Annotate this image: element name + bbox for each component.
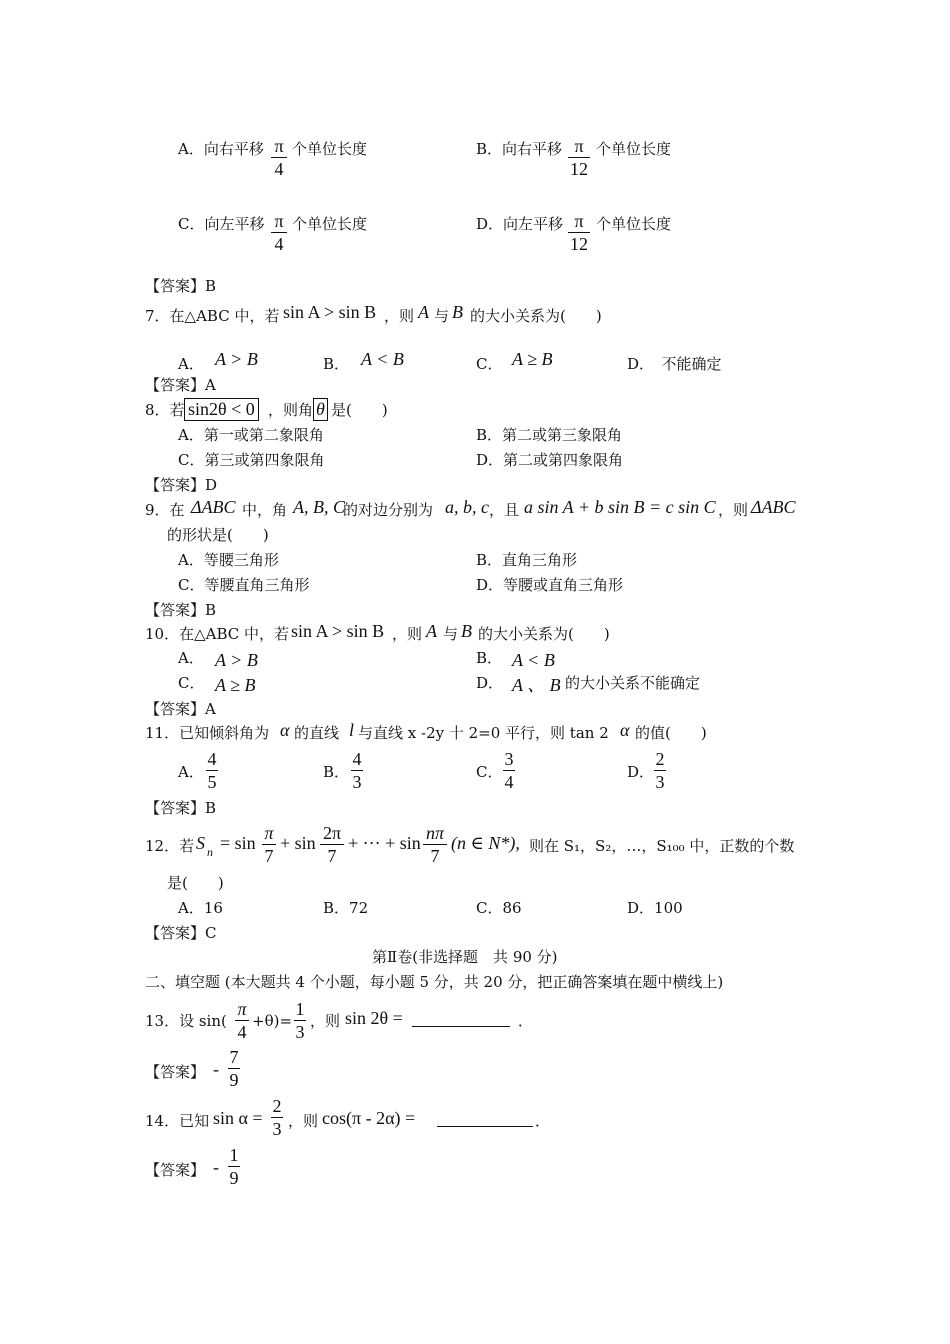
- q6-option-c-text: C．向左平移: [178, 215, 265, 233]
- q7-answer: 【答案】A: [145, 376, 216, 394]
- q9-answer: 【答案】B: [145, 601, 217, 619]
- q12-fraction-1: π 7: [259, 822, 279, 867]
- q7-option-b-math: A < B: [361, 349, 404, 369]
- q7-option-a: A．: [178, 355, 204, 373]
- q13-fraction-pi-over-4: π 4: [233, 998, 251, 1043]
- q11-option-d: D．: [627, 763, 655, 781]
- q11-option-a: A．: [178, 763, 204, 781]
- q10-answer: 【答案】A: [145, 700, 216, 718]
- q10-option-d-text: 的大小关系不能确定: [565, 674, 701, 692]
- q12-option-c: C．86: [476, 899, 522, 917]
- q8-boxed-condition: sin2θ < 0: [184, 398, 259, 421]
- q6-option-d-text: D．向左平移: [476, 215, 564, 233]
- q10-option-a-math: A > B: [215, 650, 258, 670]
- q13-answer-blank[interactable]: [412, 1012, 510, 1027]
- q8-boxed-theta: θ: [313, 398, 328, 421]
- q6-option-c-fraction: π 4: [268, 210, 290, 255]
- q6-option-b-text: B．向右平移: [476, 140, 563, 158]
- q10-option-d: D．: [476, 674, 504, 692]
- q6-option-d-fraction: π 12: [570, 211, 588, 254]
- q11-option-b-fraction: 4 3: [352, 749, 362, 792]
- q10-option-d-math: A 、 B: [512, 675, 561, 695]
- q14-fraction-2-over-3: 2 3: [272, 1096, 282, 1139]
- part2-title: 第Ⅱ卷(非选择题 共 90 分): [372, 948, 558, 966]
- q14-answer-fraction: 1 9: [229, 1145, 239, 1188]
- q13-answer-fraction: 7 9: [229, 1047, 239, 1090]
- q8-option-a: A．第一或第二象限角: [178, 426, 324, 444]
- q11-option-d-fraction: 2 3: [655, 749, 665, 792]
- q14-answer-blank[interactable]: [437, 1112, 533, 1127]
- q6-option-b-fraction: π 12: [570, 136, 588, 179]
- q9-option-a: A．等腰三角形: [178, 551, 279, 569]
- q8-option-d: D．第二或第四象限角: [476, 451, 624, 469]
- q8-option-b: B．第二或第三象限角: [476, 426, 623, 444]
- q9-option-c: C．等腰直角三角形: [178, 576, 310, 594]
- section-heading: 二、填空题 (本大题共 4 个小题，每小题 5 分，共 20 分，把正确答案填在题中横线上): [145, 973, 724, 991]
- q10-option-b: B．: [476, 649, 503, 667]
- q7-option-c-math: A ≥ B: [512, 349, 553, 369]
- q10-option-c: C．: [178, 674, 205, 692]
- q12-answer: 【答案】C: [145, 924, 217, 942]
- q13-fraction-1-over-3: 1 3: [295, 999, 305, 1042]
- q9-option-d: D．等腰或直角三角形: [476, 576, 624, 594]
- q6-option-a-fraction: π 4: [268, 135, 290, 180]
- q12-option-d: D．100: [627, 899, 683, 917]
- q12-fraction-3: nπ 7: [421, 822, 449, 867]
- q11-answer: 【答案】B: [145, 799, 217, 817]
- q12-fraction-2: 2π 7: [318, 822, 346, 867]
- q7-option-a-math: A > B: [215, 349, 258, 369]
- q8-answer: 【答案】D: [145, 476, 218, 494]
- q7-option-d: D． 不能确定: [627, 355, 722, 373]
- q12-option-b: B．72: [323, 899, 369, 917]
- q7-option-b: B．: [323, 355, 350, 373]
- q11-option-c: C．: [476, 763, 503, 781]
- q11-option-a-fraction: 4 5: [207, 749, 217, 792]
- q6-option-a-text: A．向右平移: [178, 140, 264, 158]
- q10-option-b-math: A < B: [512, 650, 555, 670]
- q11-option-c-fraction: 3 4: [504, 749, 514, 792]
- q8-option-c: C．第三或第四象限角: [178, 451, 325, 469]
- q7-option-c: C．: [476, 355, 503, 373]
- q10-option-a: A．: [178, 649, 204, 667]
- q10-option-c-math: A ≥ B: [215, 675, 256, 695]
- q11-option-b: B．: [323, 763, 350, 781]
- q6-answer: 【答案】B: [145, 277, 217, 295]
- q12-option-a: A．16: [178, 899, 223, 917]
- q9-option-b: B．直角三角形: [476, 551, 578, 569]
